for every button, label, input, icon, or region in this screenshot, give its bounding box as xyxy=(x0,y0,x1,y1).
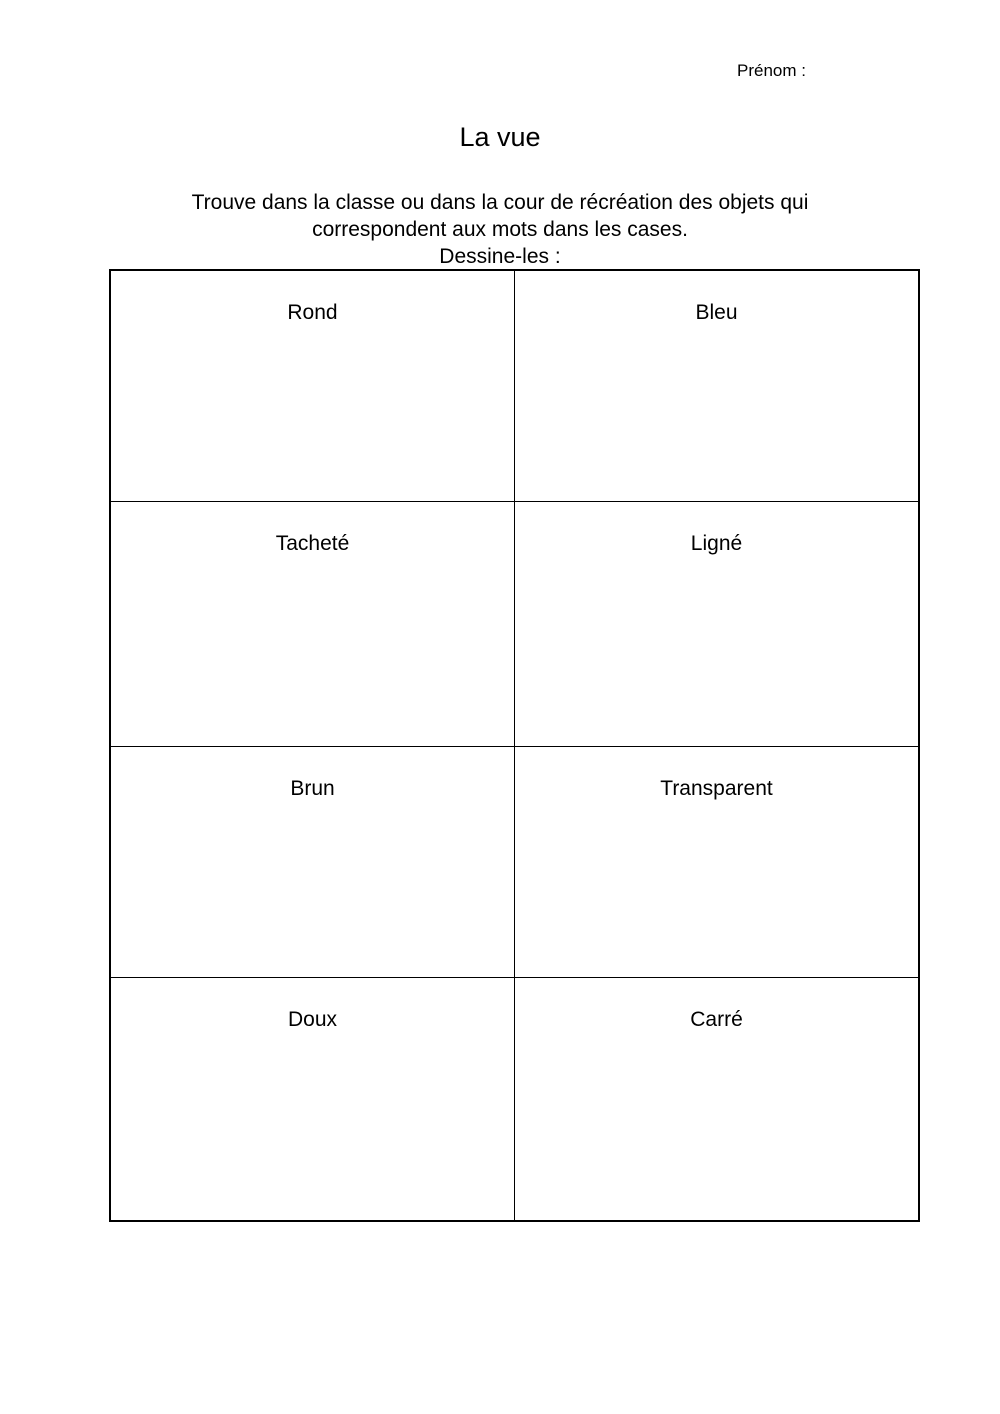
cell-label: Tacheté xyxy=(275,532,350,555)
cell-label: Brun xyxy=(290,777,335,800)
drawing-grid xyxy=(109,269,920,1222)
instructions-line-2: correspondent aux mots dans les cases. xyxy=(312,218,688,241)
prenom-label: Prénom : xyxy=(737,61,806,80)
drawing-cell-rond[interactable] xyxy=(111,271,515,502)
cell-label: Bleu xyxy=(695,301,738,324)
instructions-line-3: Dessine-les : xyxy=(439,245,561,268)
cell-label: Rond xyxy=(287,301,338,324)
instructions-line-1: Trouve dans la classe ou dans la cour de récréation des objets qui xyxy=(191,191,809,214)
cell-label: Doux xyxy=(287,1008,338,1031)
cell-label: Ligné xyxy=(690,532,743,555)
drawing-cell-ligne[interactable] xyxy=(515,502,918,747)
drawing-cell-transparent[interactable] xyxy=(515,747,918,978)
drawing-cell-brun[interactable] xyxy=(111,747,515,978)
drawing-cell-tachete[interactable] xyxy=(111,502,515,747)
drawing-cell-carre[interactable] xyxy=(515,978,918,1220)
drawing-cell-bleu[interactable] xyxy=(515,271,918,502)
instructions xyxy=(0,189,1000,270)
page-title: La vue xyxy=(459,122,541,152)
cell-label: Transparent xyxy=(660,777,773,800)
drawing-cell-doux[interactable] xyxy=(111,978,515,1220)
cell-label: Carré xyxy=(690,1008,743,1031)
